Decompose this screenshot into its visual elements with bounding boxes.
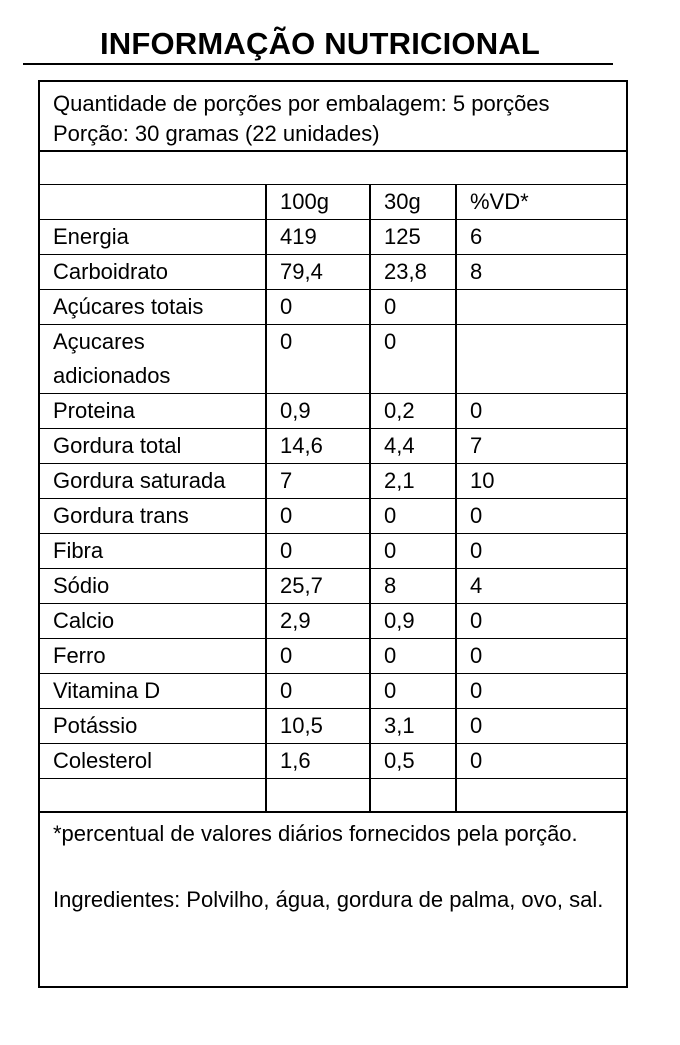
value-vd: 0 xyxy=(456,534,626,569)
nutrient-name: Energia xyxy=(40,220,266,255)
value-vd: 0 xyxy=(456,709,626,744)
table-row xyxy=(40,220,626,255)
value-per-30g: 0,5 xyxy=(370,744,456,779)
header-per-100g: 100g xyxy=(266,185,370,220)
value-per-30g: 2,1 xyxy=(370,464,456,499)
blank-cell xyxy=(370,779,456,812)
table-row xyxy=(40,604,626,639)
value-per-100g: 419 xyxy=(266,220,370,255)
table-row xyxy=(40,674,626,709)
blank-row xyxy=(40,152,626,185)
blank-cell xyxy=(40,152,626,185)
nutrient-name: Proteina xyxy=(40,394,266,429)
nutrient-name: Gordura trans xyxy=(40,499,266,534)
nutrient-name: Ferro xyxy=(40,639,266,674)
blank-cell xyxy=(40,779,266,812)
value-per-30g: 8 xyxy=(370,569,456,604)
value-vd: 4 xyxy=(456,569,626,604)
table-row xyxy=(40,290,626,325)
value-per-30g: 125 xyxy=(370,220,456,255)
value-vd xyxy=(456,290,626,325)
table-row xyxy=(40,429,626,464)
value-vd: 0 xyxy=(456,604,626,639)
value-per-30g: 4,4 xyxy=(370,429,456,464)
value-per-100g: 14,6 xyxy=(266,429,370,464)
table-row xyxy=(40,569,626,604)
table-row xyxy=(40,255,626,290)
value-per-30g: 0 xyxy=(370,325,456,394)
value-vd: 0 xyxy=(456,394,626,429)
blank-cell xyxy=(266,779,370,812)
value-per-30g: 0 xyxy=(370,674,456,709)
nutrient-name: Calcio xyxy=(40,604,266,639)
table-row xyxy=(40,325,626,394)
header-nutrient xyxy=(40,185,266,220)
value-per-100g: 79,4 xyxy=(266,255,370,290)
value-per-100g: 0 xyxy=(266,639,370,674)
portions-per-package: Quantidade de porções por embalagem: 5 porções xyxy=(53,91,550,116)
value-vd: 8 xyxy=(456,255,626,290)
value-vd: 0 xyxy=(456,639,626,674)
value-per-100g: 7 xyxy=(266,464,370,499)
value-per-100g: 0 xyxy=(266,674,370,709)
vd-footnote: *percentual de valores diários fornecidos pela porção. xyxy=(53,821,578,846)
nutrient-name: Vitamina D xyxy=(40,674,266,709)
value-per-30g: 3,1 xyxy=(370,709,456,744)
nutrient-name: Carboidrato xyxy=(40,255,266,290)
value-per-30g: 0 xyxy=(370,534,456,569)
table-row xyxy=(40,534,626,569)
header-row xyxy=(40,185,626,220)
header-per-30g: 30g xyxy=(370,185,456,220)
value-per-100g: 10,5 xyxy=(266,709,370,744)
value-per-100g: 0 xyxy=(266,290,370,325)
portion-size: Porção: 30 gramas (22 unidades) xyxy=(53,121,380,146)
value-per-100g: 2,9 xyxy=(266,604,370,639)
value-vd: 6 xyxy=(456,220,626,255)
nutrition-facts-panel xyxy=(38,80,628,988)
value-per-100g: 0 xyxy=(266,534,370,569)
nutrient-name: Sódio xyxy=(40,569,266,604)
header-vd: %VD* xyxy=(456,185,626,220)
table-row xyxy=(40,709,626,744)
value-per-100g: 0,9 xyxy=(266,394,370,429)
nutrient-name: Gordura saturada xyxy=(40,464,266,499)
nutrition-table xyxy=(40,152,626,811)
value-per-30g: 0,9 xyxy=(370,604,456,639)
blank-row xyxy=(40,779,626,812)
table-row xyxy=(40,499,626,534)
value-vd: 0 xyxy=(456,674,626,709)
value-vd: 7 xyxy=(456,429,626,464)
value-per-100g: 0 xyxy=(266,499,370,534)
table-row xyxy=(40,394,626,429)
value-per-100g: 0 xyxy=(266,325,370,394)
value-per-30g: 0 xyxy=(370,639,456,674)
nutrient-name: Gordura total xyxy=(40,429,266,464)
value-per-100g: 1,6 xyxy=(266,744,370,779)
blank-cell xyxy=(456,779,626,812)
value-vd: 0 xyxy=(456,744,626,779)
table-row xyxy=(40,639,626,674)
nutrient-name: Açucares adicionados xyxy=(40,325,266,394)
value-per-30g: 0 xyxy=(370,499,456,534)
serving-info xyxy=(40,82,626,152)
page-title: INFORMAÇÃO NUTRICIONAL xyxy=(99,26,541,61)
nutrient-name: Fibra xyxy=(40,534,266,569)
value-vd xyxy=(456,325,626,394)
value-vd: 10 xyxy=(456,464,626,499)
table-row xyxy=(40,464,626,499)
title-underline xyxy=(23,63,613,65)
value-per-30g: 23,8 xyxy=(370,255,456,290)
table-row xyxy=(40,744,626,779)
nutrient-name: Açúcares totais xyxy=(40,290,266,325)
ingredients-list: Ingredientes: Polvilho, água, gordura de palma, ovo, sal. xyxy=(53,887,604,912)
nutrient-name: Colesterol xyxy=(40,744,266,779)
value-per-30g: 0 xyxy=(370,290,456,325)
value-per-30g: 0,2 xyxy=(370,394,456,429)
nutrient-name: Potássio xyxy=(40,709,266,744)
value-per-100g: 25,7 xyxy=(266,569,370,604)
footer-notes xyxy=(40,811,626,917)
value-vd: 0 xyxy=(456,499,626,534)
